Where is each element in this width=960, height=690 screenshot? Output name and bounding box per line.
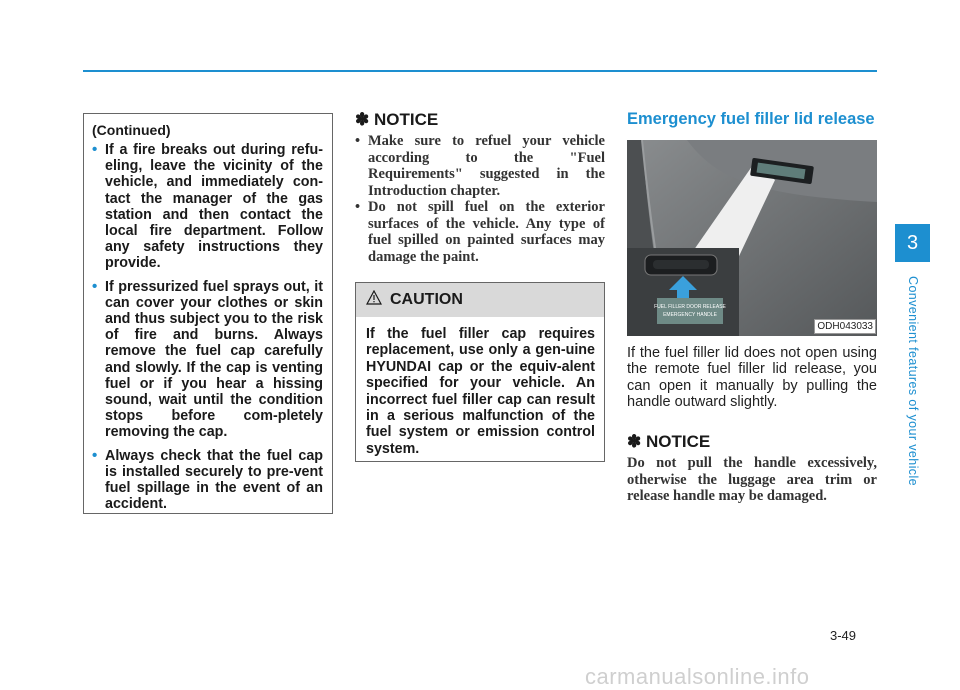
fuel-filler-release-photo xyxy=(627,140,877,336)
warning-bullet-fire: • If a fire breaks out during refu-eling, leave the vicinity of the vehicle, and immediately con-tact the manager of the gas station and then contact the local fire department. Follow any safety instructions they provide. xyxy=(92,142,323,272)
chapter-title-text: Convenient features of your vehicle xyxy=(906,275,920,486)
notice-bullet-list xyxy=(355,133,605,265)
watermark: carmanualsonline.info xyxy=(585,664,810,689)
top-rule xyxy=(83,70,877,72)
warning-bullet-list xyxy=(92,142,323,512)
notice2-title: NOTICE xyxy=(645,432,711,451)
image-code-label: ODH043033 xyxy=(814,319,876,334)
photo-label-line2: EMERGENCY HANDLE xyxy=(663,312,717,318)
notice-heading xyxy=(355,110,438,130)
notice2-star-icon: ✽ xyxy=(627,432,642,451)
page-number: 3-49 xyxy=(830,628,857,643)
notice2-heading xyxy=(627,432,710,452)
trunk-trim-illustration xyxy=(627,140,877,336)
chapter-number-tab: 3 xyxy=(895,224,930,262)
notice-star-icon: ✽ xyxy=(355,110,370,129)
emergency-release-description: If the fuel filler lid does not open using the remote fuel filler lid release, you can open it manually by pulling the handle outward slightly. xyxy=(627,345,877,411)
notice-title: NOTICE xyxy=(373,110,439,129)
continued-label: (Continued) xyxy=(92,122,171,138)
warning-continued-box xyxy=(83,113,333,514)
warning-triangle-icon xyxy=(366,290,382,310)
warning-bullet-pressurized-fuel: • If pressurized fuel sprays out, it can cover your clothes or skin and thus subject you to the risk of fire and burns. Always remove the fuel cap carefully and slowly. If the cap is venting fuel or if you hear a hissing sound, wait until the condition stops before com-pletely removing the cap. xyxy=(92,279,323,441)
section-title-emergency-release: Emergency fuel filler lid release xyxy=(627,110,875,128)
photo-label-line1: FUEL FILLER DOOR RELEASE xyxy=(654,304,726,310)
caution-box xyxy=(355,282,605,462)
notice-bullet-refuel: • Make sure to refuel your vehicle according to the "Fuel Requirements" suggested in the Introduction chapter. xyxy=(355,133,605,199)
caution-title: CAUTION xyxy=(390,291,463,308)
chapter-title-vertical xyxy=(898,268,928,493)
caution-header xyxy=(356,283,604,317)
notice2-body: Do not pull the handle excessively, otherwise the luggage area trim or release handle may be damaged. xyxy=(627,455,877,505)
warning-bullet-fuel-cap: • Always check that the fuel cap is installed securely to pre-vent fuel spillage in the event of an accident. xyxy=(92,448,323,513)
notice-bullet-spill: • Do not spill fuel on the exterior surfaces of the vehicle. Any type of fuel spilled on painted surfaces may damage the paint. xyxy=(355,199,605,265)
caution-body: If the fuel filler cap requires replacement, use only a gen-uine HYUNDAI cap or the equiv-alent specified for your vehicle. An incorrect fuel filler cap can result in a serious malfunction of the fuel system or emission control system. xyxy=(366,326,595,457)
